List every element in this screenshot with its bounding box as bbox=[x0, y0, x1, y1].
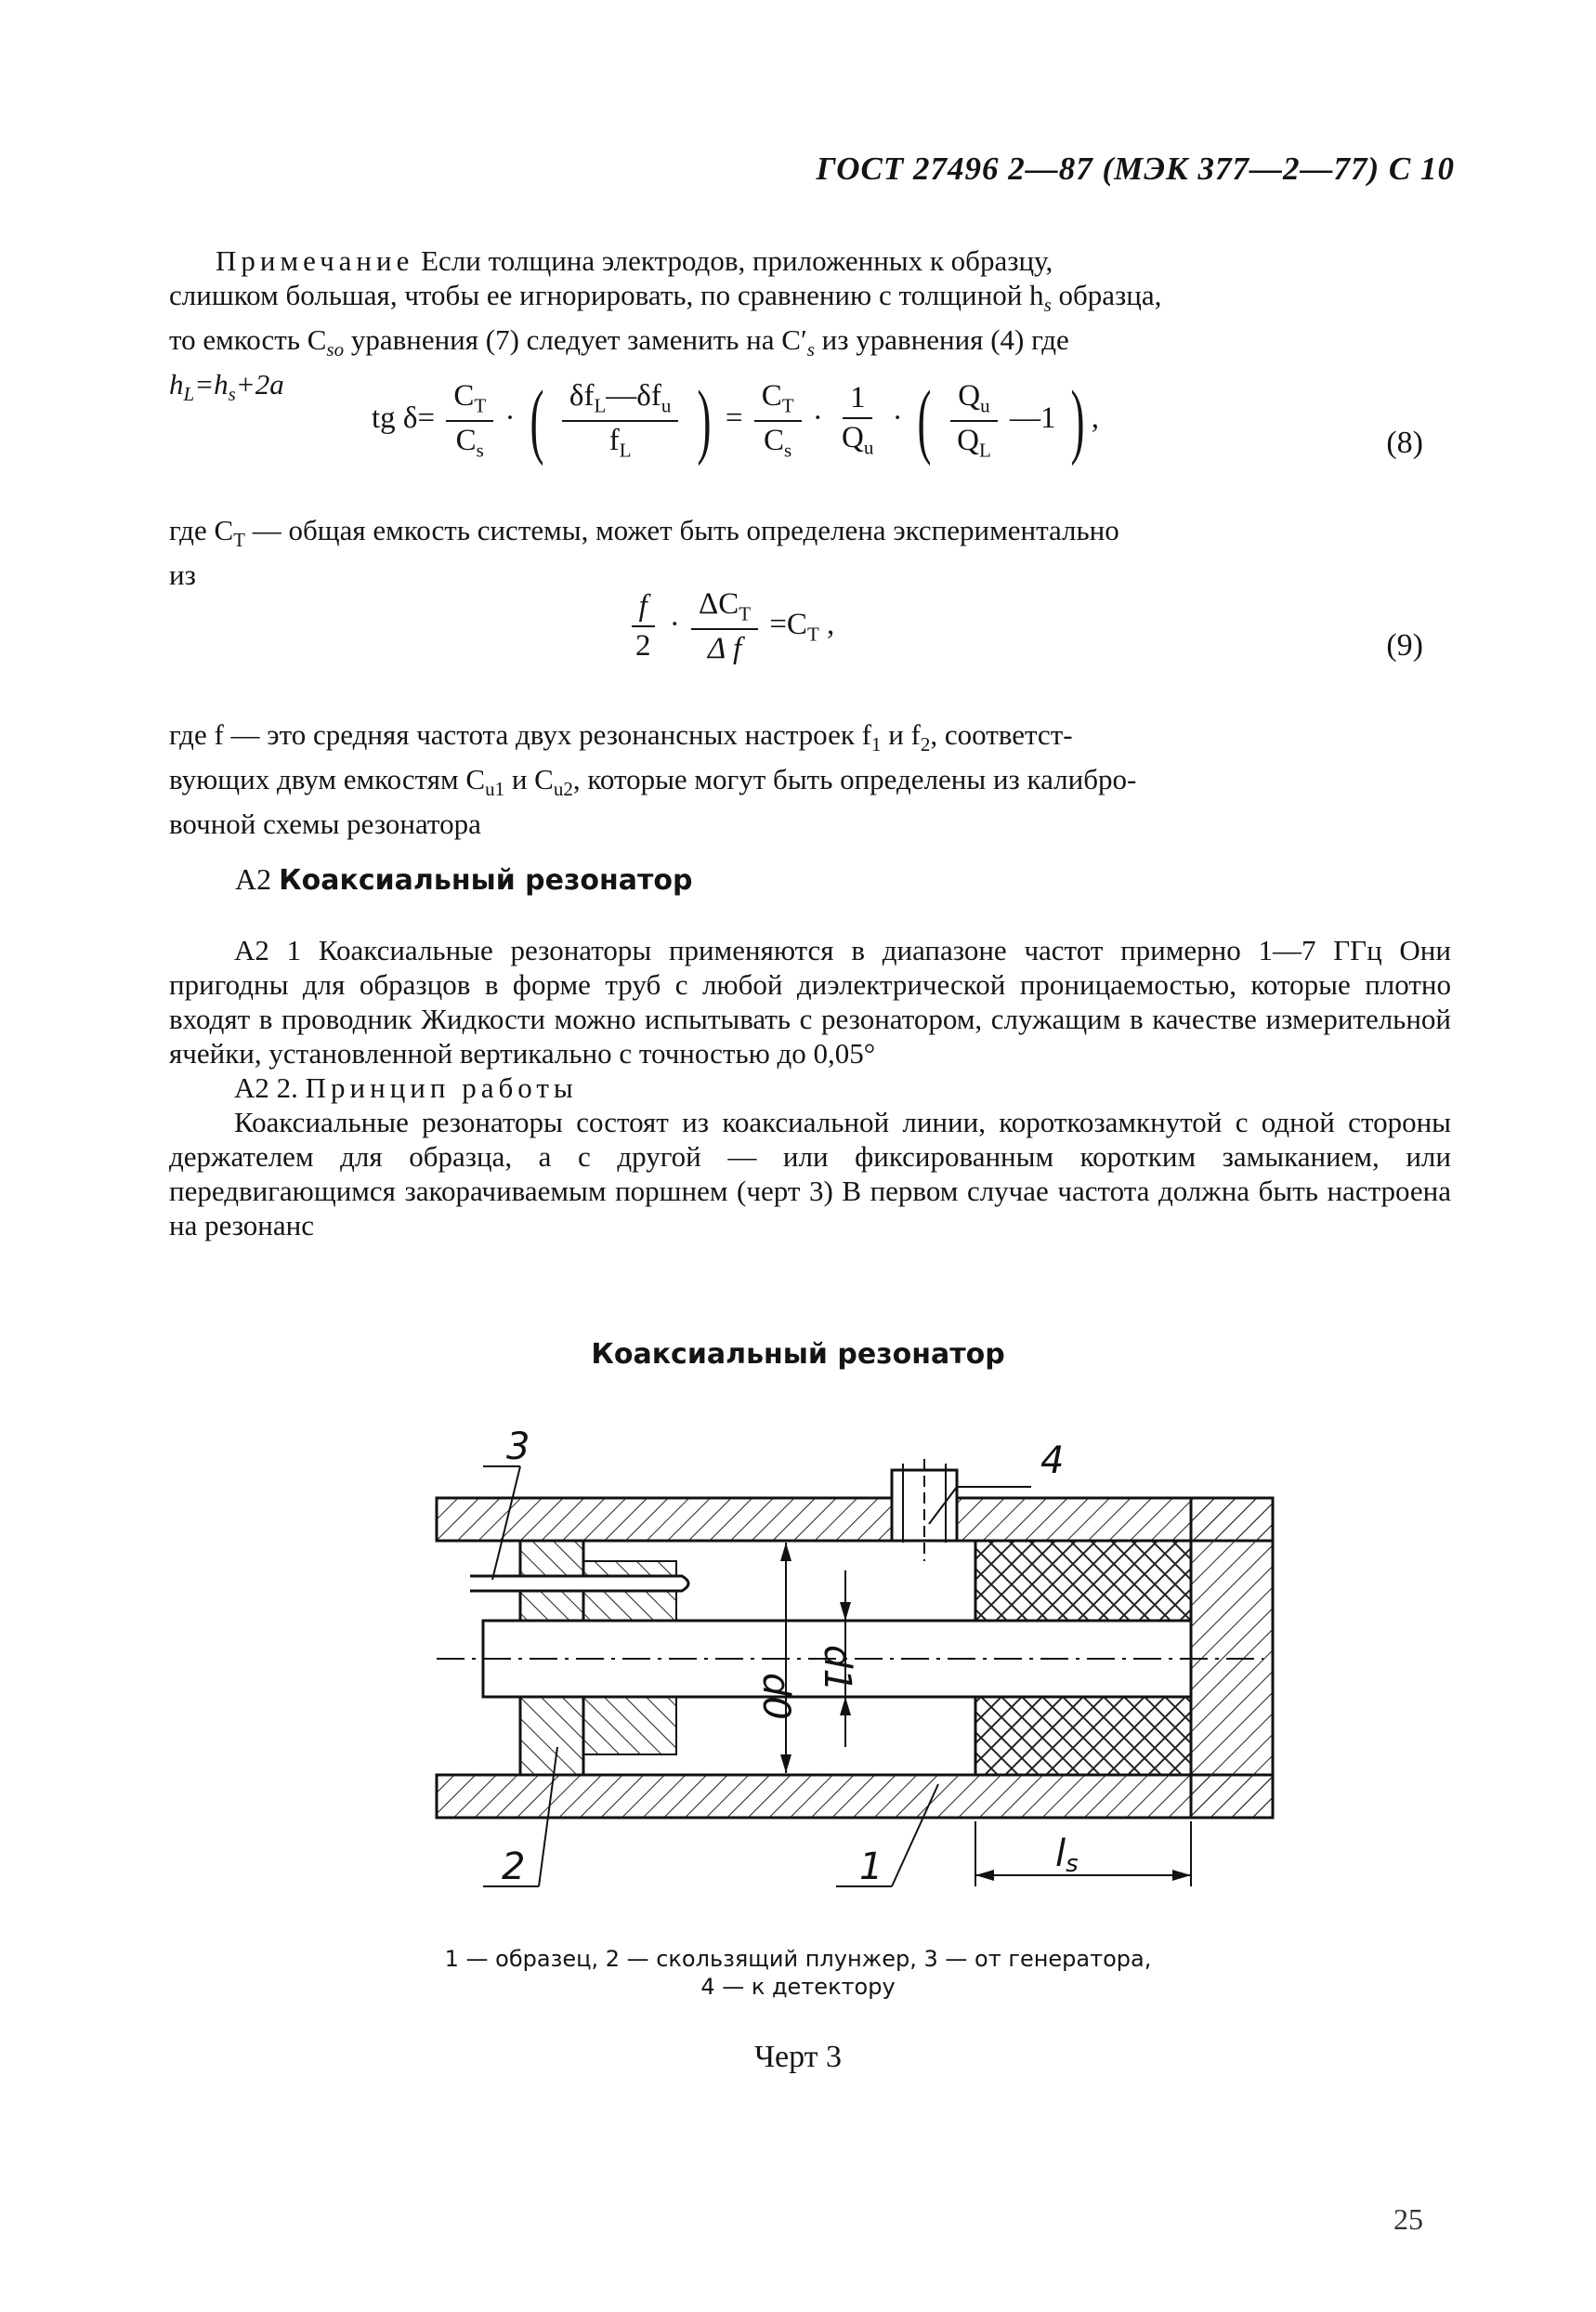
a21-text: А2 1 Коаксиальные резонаторы применяются в диапазоне частот примерно 1—7 ГГц Они пригодны для образцов в форме труб с любой диэлектрической проницаемостью, которые плотно входят в проводник Жидкости можно испытывать с резонатором, служащим в качестве измерительной ячейки, установленной вертикально с точностью до 0,05° bbox=[169, 934, 1451, 1070]
note-line4: h bbox=[169, 368, 184, 401]
note-line2b: образца, bbox=[1051, 279, 1162, 311]
eq9-rhs: =C bbox=[769, 607, 807, 641]
section-a2-title: Коаксиальный резонатор bbox=[279, 864, 693, 897]
figure-number: Черт 3 bbox=[753, 2040, 843, 2074]
note-sub-so: so bbox=[326, 338, 345, 361]
section-a2-num: А2 bbox=[235, 862, 272, 896]
eq9-frac-f2: $\frac{f}{2}$ bbox=[628, 589, 659, 663]
equation-9: $\frac{f}{2}$ · $\frac{\Delta C_T}{\text{Δ f}}$ $=C_T$ , bbox=[624, 587, 834, 666]
a22-num: А2 2. bbox=[234, 1071, 298, 1104]
eq9-frac-dct-df: $\frac{\Delta C_T}{\text{Δ f}}$ bbox=[691, 587, 758, 666]
label-3: 3 bbox=[506, 1425, 530, 1468]
note-line3b: уравнения (7) следует заменить на C′ bbox=[344, 323, 807, 357]
equation-9-number: (9) bbox=[1386, 628, 1423, 663]
note-line4c: +2a bbox=[235, 368, 284, 401]
label-d0: d0 bbox=[754, 1673, 797, 1720]
eq8-frac-ct-cs-2: $\frac{C_T}{C_s}$ bbox=[754, 379, 802, 462]
note-line1: Если толщина электродов, приложенных к образцу, bbox=[421, 244, 1053, 277]
equation-8: tg δ= $\frac{C_T}{C_s}$ · ( $\frac{\delta f_L—\delta f_u}{f_L}$ ) = $\frac{C_T}{C_s}$ · $\frac{1}{Q_u}$ · ( $\frac{Q_u}{Q_L}$ —1 ) , bbox=[372, 374, 1100, 466]
ct-line1a: где C bbox=[169, 514, 234, 546]
f-subu2: u2 bbox=[553, 778, 573, 801]
ct-line1b: — общая емкость системы, может быть определена экспериментально bbox=[244, 514, 1119, 546]
page-header: ГОСТ 27496 2—87 (МЭК 377—2—77) С 10 bbox=[816, 151, 1455, 187]
label-4: 4 bbox=[1040, 1439, 1065, 1482]
note-line3c: из уравнения (4) где bbox=[814, 323, 1069, 357]
eq8-minus1: —1 bbox=[1010, 401, 1056, 436]
note-lead: Примечание bbox=[216, 244, 414, 277]
label-d1: d1 bbox=[816, 1645, 858, 1692]
equation-8-number: (8) bbox=[1386, 426, 1423, 460]
f-line2c: , которые могут быть определены из калибро- bbox=[572, 763, 1137, 796]
a22-text: Коаксиальные резонаторы состоят из коаксиальной линии, короткозамкнутой с одной стороны держателем для образца, а с другой — или фиксированным коротким замыканием, или передвигающимся закорачиваемым поршнем (черт 3) В первом случае частота должна быть настроена на резонанс bbox=[169, 1106, 1451, 1241]
note-sub-s2: s bbox=[806, 338, 815, 361]
f-line1a: где f — это средняя частота двух резонансных настроек f bbox=[169, 718, 871, 751]
f-subu1: u1 bbox=[485, 778, 505, 801]
f-sub1: 1 bbox=[870, 733, 882, 756]
caption-line2: 4 — к детектору bbox=[700, 1974, 896, 2000]
note-sub-s: s bbox=[1043, 294, 1052, 317]
f-line1b: и f bbox=[881, 718, 921, 751]
note-line3a: то емкость C bbox=[169, 323, 327, 357]
ct-sub: T bbox=[233, 529, 245, 552]
eq8-frac-df: $\frac{\delta f_L—\delta f_u}{f_L}$ bbox=[562, 379, 678, 462]
label-2: 2 bbox=[502, 1846, 526, 1888]
f-line1c: , соответст- bbox=[930, 718, 1073, 751]
eq9-rhs-sub: T bbox=[806, 623, 819, 646]
page-number: 25 bbox=[1393, 2202, 1423, 2236]
eq8-frac-1-qu: $\frac{1}{Q_u}$ bbox=[842, 381, 874, 459]
note-line4b: =h bbox=[194, 368, 229, 401]
eq9-tail: , bbox=[818, 607, 835, 641]
f-sub2: 2 bbox=[920, 733, 931, 756]
eq8-frac-ct-cs: $\frac{C_T}{C_s}$ bbox=[446, 379, 493, 462]
label-ls: ls bbox=[1055, 1833, 1079, 1878]
a22-title: Принцип работы bbox=[305, 1071, 578, 1104]
eq8-lhs: tg δ= bbox=[372, 401, 436, 436]
ct-line2: из bbox=[169, 558, 196, 592]
figure-caption bbox=[0, 1945, 1596, 2001]
caption-line1: 1 — образец, 2 — скользящий плунжер, 3 — от генератора, bbox=[444, 1946, 1152, 1972]
f-line3: вочной схемы резонатора bbox=[169, 808, 481, 841]
label-1: 1 bbox=[859, 1846, 883, 1888]
f-line2a: вующих двум емкостям C bbox=[169, 763, 486, 796]
eq8-frac-qu-ql: $\frac{Q_u}{Q_L}$ bbox=[949, 379, 999, 462]
figure-title: Коаксиальный резонатор bbox=[591, 1338, 1005, 1371]
f-line2b: и C bbox=[504, 763, 554, 796]
note-sub-L: L bbox=[183, 383, 195, 406]
note-line2: слишком большая, чтобы ее игнорировать, по сравнению с толщиной h bbox=[169, 279, 1044, 311]
note-sub-s3: s bbox=[228, 383, 236, 406]
